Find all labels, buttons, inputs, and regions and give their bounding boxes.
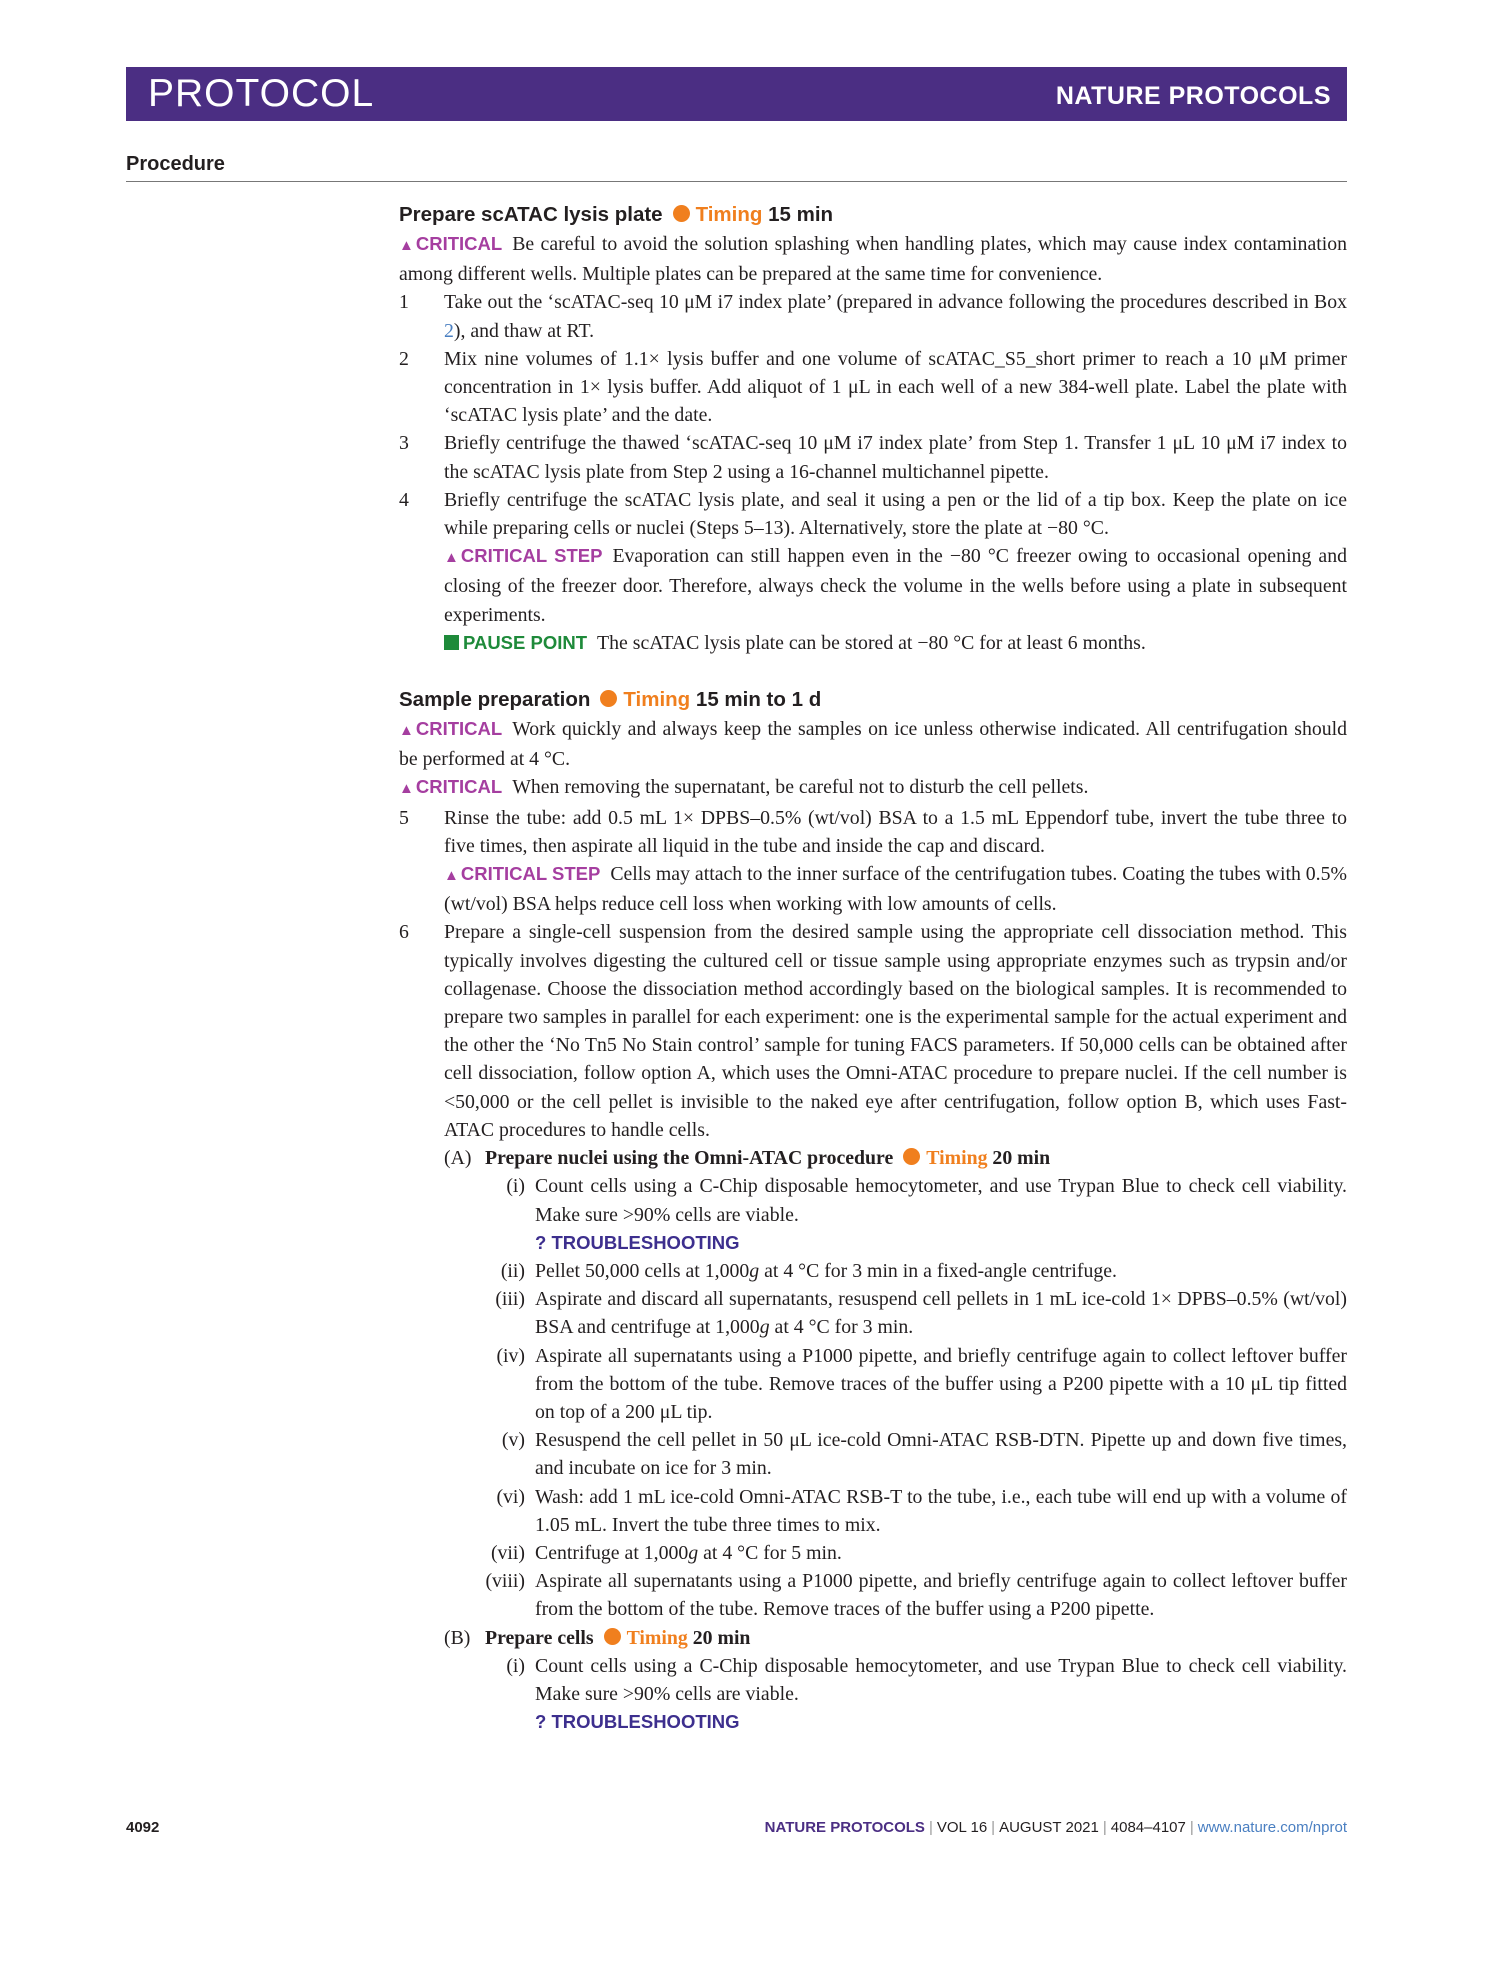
pause-point-note: PAUSE POINT The scATAC lysis plate can be stored at −80 °C for at least 6 months. (444, 629, 1347, 657)
warning-triangle-icon: ▲ (399, 780, 414, 798)
critical-note (399, 230, 1347, 288)
substep-label: (iv) (496, 1344, 525, 1367)
timing-label: Timing (623, 688, 691, 712)
step-text: Rinse the tube: add 0.5 mL 1× DPBS–0.5% (wt/vol) BSA to a 1.5 mL Eppendorf tube, invert the tube three to five times, then aspirate all liquid in the tube and inside the cap and discard. ▲ CRITICAL STEP Cells may attach to the inner surface of the centrifugation tubes. Coating the tubes with 0.5% (wt/vol) BSA helps reduce cell loss when working with low amounts of cells. (444, 804, 1347, 919)
substep-text: Aspirate all supernatants using a P1000 pipette, and briefly centrifuge again to collect leftover buffer from the bottom of the tube. Remove traces of the buffer using a P200 pipette. (535, 1570, 1347, 1621)
substep-label: (ii) (500, 1259, 525, 1282)
timing-dot-icon (604, 1628, 621, 1645)
critical-step-tag: ▲ CRITICAL STEP (444, 863, 600, 884)
critical-note: ▲ CRITICAL Work quickly and always keep the samples on ice unless otherwise indicated. All centrifugation should be performed at 4 °C. (399, 718, 1347, 771)
critical-note: ▲ CRITICAL When removing the supernatant, be careful not to disturb the cell pellets. (399, 773, 1347, 803)
substep-a-viii (485, 1567, 1347, 1623)
pause-point-tag: PAUSE POINT (444, 632, 587, 653)
substep-text: Pellet 50,000 cells at 1,000g at 4 °C for 3 min in a fixed-angle centrifuge. (535, 1259, 1117, 1282)
option-title: Prepare cells Timing 20 min (485, 1626, 751, 1649)
subheading-title: Prepare scATAC lysis plate (399, 203, 663, 226)
warning-triangle-icon: ▲ (399, 237, 414, 254)
critical-step-tag: ▲ CRITICAL STEP (444, 545, 602, 566)
critical-step-note: ▲ CRITICAL STEP Evaporation can still happen even in the −80 °C freezer owing to occasional opening and closing of the freezer door. Therefore, always check the volume in the wells before using a plate in subsequent experiments. (444, 545, 1347, 626)
step-text: Prepare a single-cell suspension from the desired sample using the appropriate cell dissociation method. This typically involves digesting the cultured cell or tissue sample using appropriate enzymes such as trypsin and/or collagenase. Choose the dissociation method accordingly based on the biological samples. It is recommended to prepare two samples in parallel for each experiment: one is the experimental sample for the actual experiment and the other the ‘No Tn5 No Stain control’ sample for tuning FACS parameters. If 50,000 cells can be obtained after cell dissociation, follow option A, which uses the Omni-ATAC procedure to prepare nuclei. If the cell number is <50,000 or the cell pellet is invisible to the naked eye after centrifugation, follow option B, which uses Fast-ATAC procedures to handle cells. (444, 921, 1347, 1141)
header-banner (126, 67, 1347, 121)
substep-a-i (485, 1172, 1347, 1257)
timing-label: Timing (695, 203, 763, 226)
subheading-title: Sample preparation (399, 688, 591, 712)
footer-pages: 4084–4107 (1110, 1819, 1186, 1836)
step-text: Take out the ‘scATAC-seq 10 μM i7 index plate’ (prepared in advance following the procedures described in Box 2), and thaw at RT. (444, 291, 1347, 342)
warning-triangle-icon: ▲ (444, 549, 459, 567)
footer-url-link[interactable]: www.nature.com/nprot (1197, 1819, 1347, 1836)
box-link[interactable]: 2 (444, 319, 454, 342)
step-2 (399, 345, 1347, 430)
substep-text: Centrifuge at 1,000g at 4 °C for 5 min. (535, 1541, 842, 1564)
step-number: 6 (399, 921, 409, 944)
substep-a-ii (485, 1257, 1347, 1285)
header-journal-label: NATURE PROTOCOLS (1055, 82, 1331, 110)
pause-square-icon (444, 635, 459, 650)
step-3 (399, 429, 1347, 485)
footer-volume: VOL 16 (936, 1819, 988, 1836)
step-text: Mix nine volumes of 1.1× lysis buffer and one volume of scATAC_S5_short primer to reach a 10 μM primer concentration in 1× lysis buffer. Add aliquot of 1 μL in each well of a new 384-well plate. Label the plate with ‘scATAC lysis plate’ and the date. (444, 347, 1347, 427)
timing-value: 15 min (768, 203, 834, 226)
step-number: 1 (399, 291, 409, 314)
substep-label: (vii) (490, 1541, 525, 1564)
substep-a-iii (485, 1285, 1347, 1341)
step-5 (399, 804, 1347, 919)
substep-a-vi (485, 1483, 1347, 1539)
substep-label: (v) (501, 1429, 525, 1452)
page-number: 4092 (126, 1819, 160, 1836)
section-title: Procedure (126, 153, 225, 175)
substep-text: Aspirate all supernatants using a P1000 pipette, and briefly centrifuge again to collect leftover buffer from the bottom of the tube. Remove traces of the buffer using a P200 pipette with a 10 μL tip fitted on top of a 200 μL tip. (535, 1344, 1347, 1423)
step-6 (399, 918, 1347, 1144)
step-number: 5 (399, 806, 409, 829)
step-1 (399, 288, 1347, 344)
subheading-prepare-lysis-plate (399, 200, 1347, 230)
main-column (399, 200, 1347, 1736)
step-text: Briefly centrifuge the thawed ‘scATAC-seq 10 μM i7 index plate’ from Step 1. Transfer 1 μL 10 μM i7 index to the scATAC lysis plate from Step 2 using a 16-channel multichannel pipette. (444, 432, 1347, 483)
step-4 (399, 486, 1347, 657)
critical-tag: ▲ CRITICAL (399, 718, 502, 739)
troubleshooting-link[interactable]: ? TROUBLESHOOTING (535, 1231, 740, 1253)
substep-label: (viii) (485, 1570, 525, 1593)
troubleshooting-link[interactable]: ? TROUBLESHOOTING (535, 1711, 740, 1733)
substep-a-iv (485, 1342, 1347, 1427)
header-protocol-label: PROTOCOL (148, 72, 375, 115)
warning-triangle-icon: ▲ (444, 867, 459, 885)
substep-text: Wash: add 1 mL ice-cold Omni-ATAC RSB-T to the tube, i.e., each tube will end up with a volume of 1.05 mL. Invert the tube three times to mix. (535, 1485, 1347, 1536)
timing-dot-icon (903, 1148, 920, 1165)
option-b (444, 1624, 1347, 1652)
substep-label: (i) (506, 1654, 525, 1677)
substep-text: Aspirate and discard all supernatants, resuspend cell pellets in 1 mL ice-cold 1× DPBS–0.5% (wt/vol) BSA and centrifuge at 1,000g at 4 °C for 3 min. (535, 1288, 1347, 1339)
substep-b-i (485, 1652, 1347, 1737)
step-number: 2 (399, 347, 409, 370)
section-divider (126, 181, 1347, 182)
step-number: 3 (399, 432, 409, 455)
option-a (444, 1144, 1347, 1172)
footer-citation: NATURE PROTOCOLS | VOL 16 | AUGUST 2021 | 4084–4107 | www.nature.com/nprot (764, 1819, 1347, 1836)
option-label: (B) (444, 1626, 471, 1649)
step-number: 4 (399, 488, 409, 511)
substep-a-v (485, 1426, 1347, 1482)
critical-text: Be careful to avoid the solution splashing when handling plates, which may cause index contamination among different wells. Multiple plates can be prepared at the same time for convenience. (399, 233, 1347, 286)
substep-text: Count cells using a C-Chip disposable hemocytometer, and use Trypan Blue to check cell viability. Make sure >90% cells are viable. ? TROUBLESHOOTING (535, 1652, 1347, 1737)
timing-dot-icon (673, 205, 690, 222)
critical-tag: ▲ CRITICAL (399, 776, 502, 797)
option-label: (A) (444, 1147, 472, 1170)
substep-label: (iii) (495, 1288, 525, 1311)
footer-journal: NATURE PROTOCOLS (764, 1819, 925, 1836)
critical-tag: ▲ CRITICAL (399, 233, 502, 254)
option-title: Prepare nuclei using the Omni-ATAC procedure Timing 20 min (485, 1147, 1051, 1170)
substep-text: Count cells using a C-Chip disposable hemocytometer, and use Trypan Blue to check cell viability. Make sure >90% cells are viable. ? TROUBLESHOOTING (535, 1172, 1347, 1257)
timing-dot-icon (600, 690, 617, 707)
substep-a-vii (485, 1539, 1347, 1567)
step-text: Briefly centrifuge the scATAC lysis plate, and seal it using a pen or the lid of a tip box. Keep the plate on ice while preparing cells or nuclei (Steps 5–13). Alternatively, store the plate at −80 °C. ▲ CRITICAL STEP Evaporation can still happen even in the −80 °C freezer owing to occasional opening and closing of the freezer door. Therefore, always check the volume in the wells before using a plate in subsequent experiments. PAUSE POINT The scATAC lysis plate can be stored at −80 °C for at least 6 months. (444, 486, 1347, 657)
substep-label: (vi) (496, 1485, 525, 1508)
substep-label: (i) (506, 1175, 525, 1198)
subheading-sample-preparation (399, 685, 1347, 715)
footer-date: AUGUST 2021 (999, 1819, 1099, 1836)
substep-text: Resuspend the cell pellet in 50 μL ice-cold Omni-ATAC RSB-DTN. Pipette up and down five times, and incubate on ice for 3 min. (535, 1429, 1347, 1480)
timing-value: 15 min to 1 d (695, 688, 822, 712)
warning-triangle-icon: ▲ (399, 722, 414, 740)
critical-step-note: ▲ CRITICAL STEP Cells may attach to the inner surface of the centrifugation tubes. Coating the tubes with 0.5% (wt/vol) BSA helps reduce cell loss when working with low amounts of cells. (444, 863, 1347, 916)
